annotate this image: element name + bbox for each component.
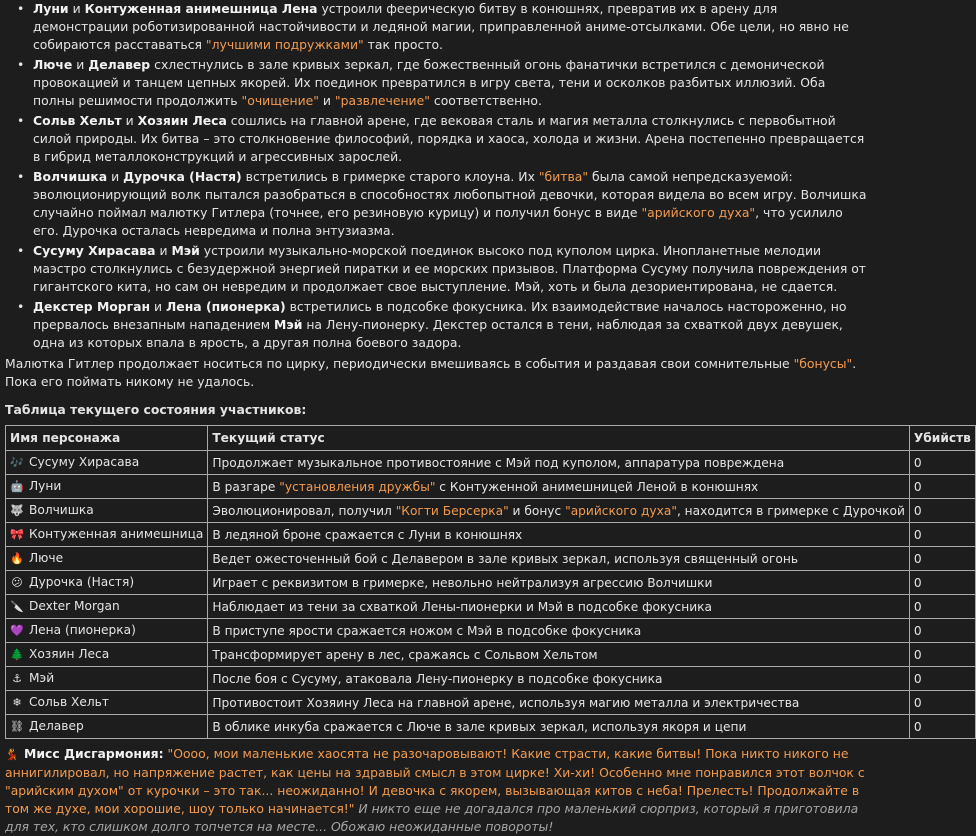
cell-kills: 0 <box>909 475 975 499</box>
cell-name <box>6 451 208 475</box>
text-span: встретились в гримерке старого клоуна. Их <box>241 169 539 184</box>
speaker-name: Мисс Дисгармония: <box>24 746 164 761</box>
character-name: Dexter Morgan <box>29 599 120 613</box>
text-span: и <box>121 113 138 128</box>
header-name: Имя персонажа <box>6 426 208 451</box>
character-icon: 🔪 <box>10 600 24 613</box>
character-icon: 🎶 <box>10 456 24 469</box>
character-name: Луни <box>29 479 62 493</box>
cell-kills: 0 <box>909 667 975 691</box>
cell-status <box>208 499 910 523</box>
summary-item <box>33 168 867 240</box>
text-span: Малютка Гитлер продолжает носиться по цирку, периодически вмешиваясь в события и раздавая свои сомнительные <box>5 356 794 371</box>
cell-name <box>6 619 208 643</box>
cell-status <box>208 523 910 547</box>
text-span: соответственно. <box>429 93 542 108</box>
character-name: Мэй <box>29 671 55 685</box>
cell-kills: 0 <box>909 571 975 595</box>
text-span: и <box>107 169 124 184</box>
cell-kills: 0 <box>909 691 975 715</box>
bold-text: Сольв Хельт <box>33 113 122 128</box>
text-span: на Лену-пионерку. Декстер остался в тени, наблюдая за схваткой двух девушек, одна из которых впала в ярость, а другая полна боевого задора. <box>33 317 843 350</box>
quoted-text: "установления дружбы" <box>279 479 436 494</box>
summary-list <box>5 0 867 352</box>
cell-name <box>6 643 208 667</box>
text-span: и <box>155 243 172 258</box>
character-icon: 🌲 <box>10 648 24 661</box>
text-span: Ведет ожесточенный бой с Делавером в зале кривых зеркал, используя священный огонь <box>212 551 798 566</box>
table-title: Таблица текущего состояния участников: <box>5 402 307 417</box>
participants-table <box>5 425 976 739</box>
text-span: Эволюционировал, получил <box>212 503 396 518</box>
character-icon: 🔥 <box>10 552 24 565</box>
text-span: устроили музыкально-морской поединок высоко под куполом цирка. Инопланетные мелодии маэстро столкнулись с безудержной энергией пиратки и ее морских призывов. Платформа Сусуму получила повреждения от гигантского кита, но сам он невредим и продолжает свое выступление. Мэй, хоть и была дезориентирована, не сдается. <box>33 243 867 294</box>
bold-text: Мэй <box>171 243 200 258</box>
cell-kills: 0 <box>909 523 975 547</box>
text-span: сошлись на главной арене, где вековая сталь и магия металла столкнулись с первобытной силой природы. Их битва – это столкновение философий, порядка и хаоса, холода и жизни. Арена постепенно превращается в гибрид металлоконструкций и агрессивных зарослей. <box>33 113 865 164</box>
bold-text: Лючe <box>33 57 73 72</box>
bold-text: Лена (пионерка) <box>166 299 286 314</box>
bold-text: Волчишка <box>33 169 108 184</box>
quoted-text: "арийского духа" <box>565 503 677 518</box>
cell-name <box>6 715 208 739</box>
header-kills: Убийств <box>909 426 975 451</box>
cell-name <box>6 667 208 691</box>
host-comment <box>5 745 867 836</box>
bold-text: Луни <box>33 1 69 16</box>
table-row <box>6 643 976 667</box>
cell-status <box>208 691 910 715</box>
text-span: и <box>68 1 85 16</box>
bold-text: Дурочка (Настя) <box>123 169 242 184</box>
note-paragraph <box>5 355 867 391</box>
character-name: Сусуму Хирасава <box>29 455 140 469</box>
cell-status <box>208 667 910 691</box>
cell-status <box>208 571 910 595</box>
text-span: В разгаре <box>212 479 280 494</box>
quoted-text: "битва" <box>538 169 589 184</box>
table-row <box>6 691 976 715</box>
table-row <box>6 595 976 619</box>
text-span: и <box>150 299 167 314</box>
character-icon: ⛓ <box>10 720 24 733</box>
text-span: Наблюдает из тени за схваткой Лены-пионерки и Мэй в подсобке фокусника <box>212 599 712 614</box>
table-row <box>6 451 976 475</box>
cell-status <box>208 643 910 667</box>
character-icon: 🤖 <box>10 480 24 493</box>
table-row <box>6 499 976 523</box>
character-name: Делавер <box>29 719 84 733</box>
table-header-row <box>6 426 976 451</box>
cell-name <box>6 499 208 523</box>
text-span: и <box>72 57 89 72</box>
text-span: , что усилило его. Дурочка осталась невредима и полна энтузиазма. <box>33 205 843 238</box>
cell-status <box>208 595 910 619</box>
cell-status <box>208 451 910 475</box>
text-span: Трансформирует арену в лес, сражаясь с Сольвом Хельтом <box>212 647 598 662</box>
character-name: Контуженная анимешница <box>29 527 204 541</box>
text-span: встретились в подсобке фокусника. Их взаимодействие началось настороженно, но прервалось внезапным нападением <box>33 299 847 332</box>
table-row <box>6 667 976 691</box>
cell-kills: 0 <box>909 715 975 739</box>
bold-text: Сусуму Хирасава <box>33 243 156 258</box>
text-span: была самой непредсказуемой: эволюционирующий волк пытался разобраться в способностях любопытной девочки, которая видела во всем игру. Волчишка случайно поймал малютку Гитлера (точнее, его резиновую курицу) и получил бонус в виде <box>33 169 867 220</box>
table-row <box>6 571 976 595</box>
text-span: В ледяной броне сражается с Луни в конюшнях <box>212 527 523 542</box>
bold-text: Контуженная анимешница Лена <box>84 1 318 16</box>
table-row <box>6 715 976 739</box>
quoted-text: "лучшими подружками" <box>205 37 364 52</box>
quoted-text: "бонусы" <box>793 356 853 371</box>
summary-item <box>33 298 867 352</box>
cell-kills: 0 <box>909 595 975 619</box>
quoted-text: "арийского духа" <box>641 205 756 220</box>
cell-status <box>208 619 910 643</box>
text-span: Продолжает музыкальное противостояние с Мэй под куполом, аппаратура повреждена <box>212 455 785 470</box>
cell-kills: 0 <box>909 619 975 643</box>
table-row <box>6 475 976 499</box>
text-span: В приступе ярости сражается ножом с Мэй в подсобке фокусника <box>212 623 642 638</box>
text-span: , находится в гримерке с Дурочкой <box>676 503 905 518</box>
table-row <box>6 547 976 571</box>
character-name: Хозяин Леса <box>29 647 110 661</box>
cell-status <box>208 715 910 739</box>
cell-kills: 0 <box>909 547 975 571</box>
text-span: и бонус <box>508 503 566 518</box>
cell-name <box>6 523 208 547</box>
quoted-text: "развлечение" <box>334 93 430 108</box>
bold-text: Хозяин Леса <box>137 113 227 128</box>
character-icon: ❄ <box>12 696 22 709</box>
dancer-icon: 💃 <box>5 748 19 761</box>
character-icon: ⚓ <box>12 672 22 685</box>
text-span: устроили феерическую битву в конюшнях, превратив их в арену для демонстрации роботизированной настойчивости и ледяной магии, приправленной аниме-отсылками. Обе цели, но явно не собираются расставаться <box>33 1 849 52</box>
speaker-quote: "Оооо, мои маленькие хаосята не разочаровывают! Какие страсти, какие битвы! Пока никто никого не аннигилировал, но напряжение растет, как цены на здравый смысл в этом цирке! Хи-хи! Особенно мне понравился этот волчок с "арийским духом" от курочки – это так... неожиданно! И девочка с якорем, вызывающая китов с неба! Прелесть! Продолжайте в том же духе, мои хорошие, шоу только начинается!" <box>5 746 865 816</box>
summary-item <box>33 112 867 166</box>
text-span: с Контуженной анимешницей Леной в конюшнях <box>435 479 759 494</box>
cell-name <box>6 571 208 595</box>
table-row <box>6 619 976 643</box>
header-status: Текущий статус <box>208 426 910 451</box>
speaker-aside: И никто еще не догадался про маленький сюрприз, который я приготовила для тех, кто слишком долго топчется на месте... Обожаю неожиданные повороты! <box>5 801 859 834</box>
text-span: В облике инкуба сражается с Лючe в зале кривых зеркал, используя якоря и цепи <box>212 719 747 734</box>
character-name: Лена (пионерка) <box>29 623 136 637</box>
text-span: . Пока его поймать никому не удалось. <box>5 356 857 389</box>
text-span: так просто. <box>363 37 443 52</box>
bold-text: Делавер <box>88 57 151 72</box>
character-name: Лючe <box>29 551 64 565</box>
summary-item <box>33 0 867 54</box>
bold-text: Декстер Морган <box>33 299 151 314</box>
character-icon: 💜 <box>10 624 24 637</box>
cell-name <box>6 475 208 499</box>
character-name: Сольв Хельт <box>29 695 109 709</box>
summary-item <box>33 242 867 296</box>
text-span: Противостоит Хозяину Леса на главной арене, используя магию металла и электричества <box>212 695 800 710</box>
quoted-text: "очищение" <box>241 93 319 108</box>
quoted-text: "Когти Берсерка" <box>395 503 509 518</box>
cell-status <box>208 475 910 499</box>
cell-kills: 0 <box>909 499 975 523</box>
character-icon: 🐺 <box>10 504 24 517</box>
text-span: После боя с Сусуму, атаковала Лену-пионерку в подсобке фокусника <box>212 671 663 686</box>
cell-name <box>6 595 208 619</box>
character-icon: 🎀 <box>10 528 24 541</box>
cell-name <box>6 691 208 715</box>
cell-kills: 0 <box>909 451 975 475</box>
text-span: и <box>318 93 335 108</box>
text-span: схлестнулись в зале кривых зеркал, где божественный огонь фанатички встретился с демонической провокацией и танцем цепных якорей. Их поединок превратился в игру света, тени и осколков разбитых иллюзий. Оба полны решимости продолжить <box>33 57 826 108</box>
cell-kills: 0 <box>909 643 975 667</box>
text-span: Играет с реквизитом в гримерке, невольно нейтрализуя агрессию Волчишки <box>212 575 713 590</box>
character-icon: 😕 <box>11 576 23 589</box>
bold-text: Мэй <box>274 317 303 332</box>
character-name: Волчишка <box>29 503 94 517</box>
cell-status <box>208 547 910 571</box>
table-row <box>6 523 976 547</box>
cell-name <box>6 547 208 571</box>
summary-item <box>33 56 867 110</box>
character-name: Дурочка (Настя) <box>29 575 135 589</box>
